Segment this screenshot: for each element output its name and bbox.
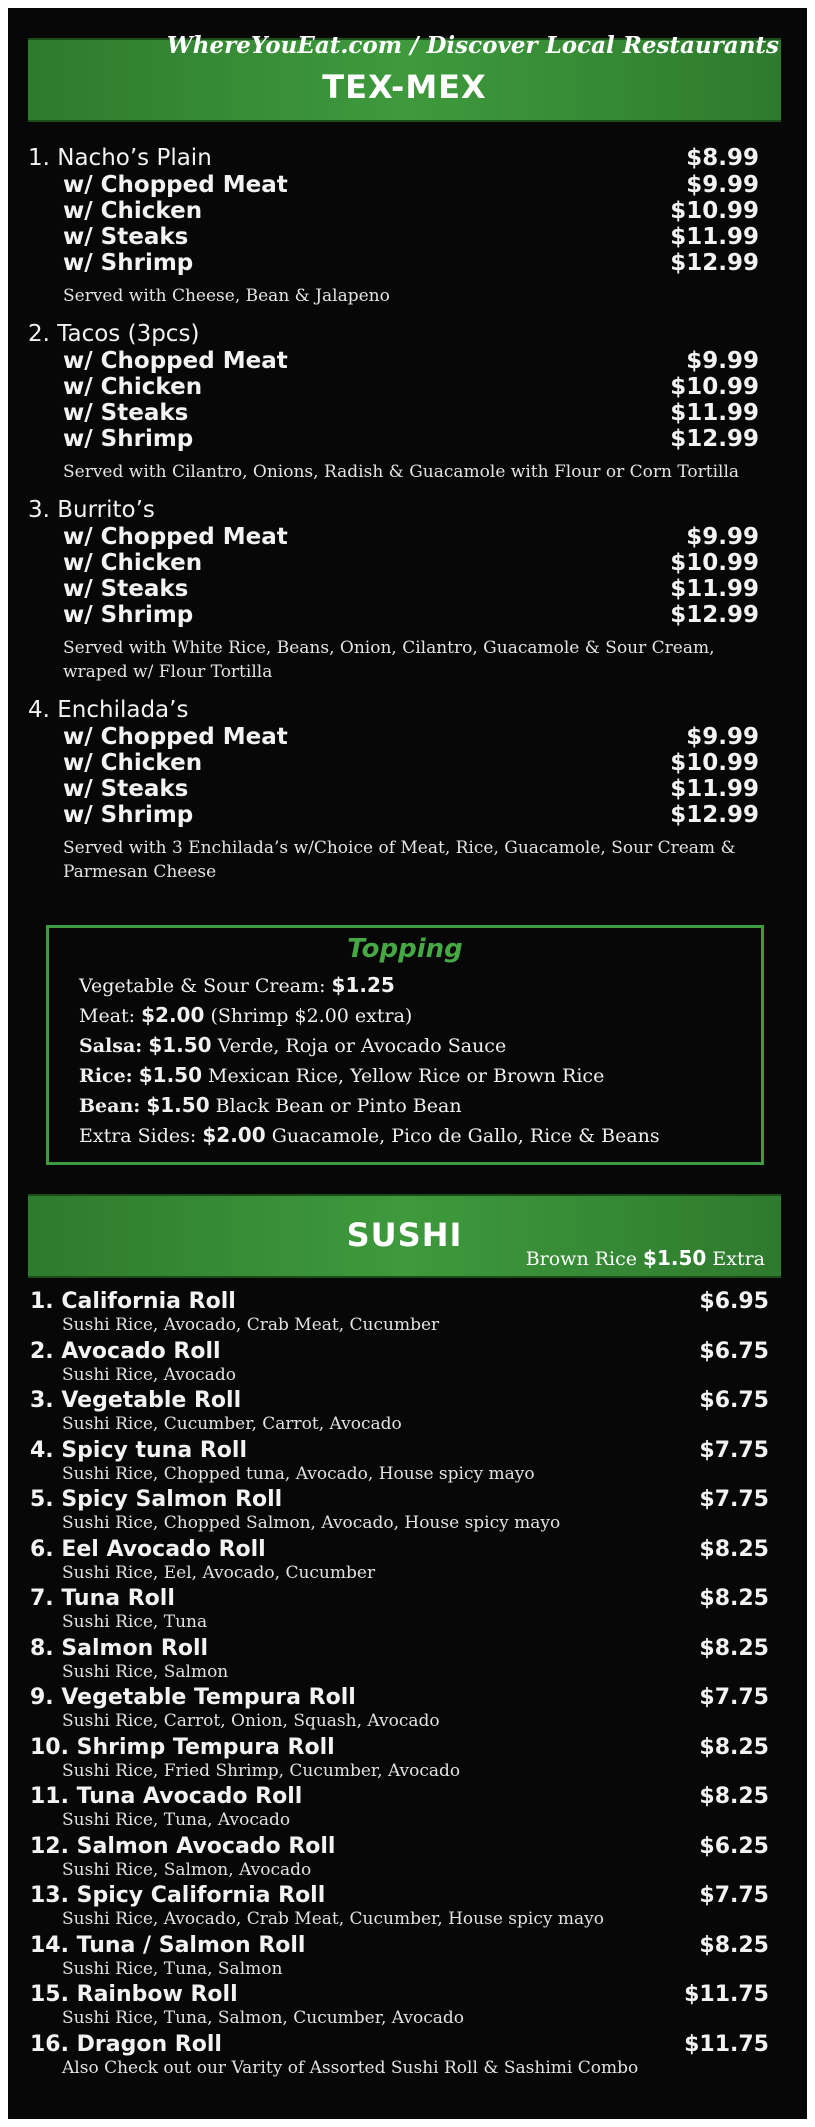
option-price: $11.99 <box>670 776 759 802</box>
option-price: $11.99 <box>670 400 759 426</box>
list-item <box>30 1735 769 1785</box>
roll-description: Sushi Rice, Avocado, Crab Meat, Cucumber, House spicy mayo <box>62 1909 604 1929</box>
sushi-title: SUSHI <box>346 1216 463 1254</box>
option-label: w/ Steaks <box>63 776 189 802</box>
list-item <box>30 1685 769 1735</box>
option-price: $10.99 <box>670 374 759 400</box>
topping-price: $1.25 <box>331 973 395 997</box>
roll-description: Sushi Rice, Tuna, Salmon <box>62 1958 283 1979</box>
topping-detail: Mexican Rice, Yellow Rice or Brown Rice <box>208 1065 605 1087</box>
topping-detail: Guacamole, Pico de Gallo, Rice & Beans <box>271 1125 660 1147</box>
roll-price: $11.75 <box>684 1982 769 2007</box>
roll-description: Sushi Rice, Chopped Salmon, Avocado, House spicy mayo <box>62 1513 561 1533</box>
list-item <box>30 1784 769 1834</box>
dish-description: Served with 3 Enchilada’s w/Choice of Meat, Rice, Guacamole, Sour Cream & Parmesan Cheese <box>63 838 736 882</box>
texmex-title: TEX-MEX <box>322 68 487 106</box>
topping-line <box>49 970 761 1000</box>
option-label: w/ Chicken <box>63 750 203 776</box>
roll-name: 6. Eel Avocado Roll <box>30 1536 266 1562</box>
list-item <box>30 1586 769 1636</box>
topping-price: $1.50 <box>148 1033 212 1057</box>
note-price: $1.50 <box>643 1246 707 1270</box>
dish-price: $8.99 <box>686 145 759 171</box>
list-item <box>30 1982 769 2032</box>
topping-label: Extra Sides: <box>79 1125 197 1147</box>
dish-option <box>28 172 759 198</box>
option-price: $10.99 <box>670 550 759 576</box>
topping-title: Topping <box>347 934 463 964</box>
option-price: $9.99 <box>686 348 759 374</box>
option-price: $9.99 <box>686 724 759 750</box>
topping-label: Vegetable & Sour Cream: <box>79 975 326 997</box>
list-item <box>30 2032 769 2082</box>
roll-price: $6.95 <box>699 1289 769 1314</box>
topping-label: Bean: <box>79 1095 141 1117</box>
topping-detail: (Shrimp $2.00 extra) <box>210 1005 413 1027</box>
option-label: w/ Shrimp <box>63 802 194 828</box>
list-item <box>30 1883 769 1933</box>
texmex-section <box>28 144 759 896</box>
list-item <box>30 1289 769 1339</box>
list-item <box>30 1438 769 1488</box>
option-label: w/ Chopped Meat <box>63 172 288 198</box>
roll-price: $11.75 <box>684 2031 769 2057</box>
dish-description: Served with White Rice, Beans, Onion, Cilantro, Guacamole & Sour Cream, wraped w/ Flour Tortilla <box>63 638 715 682</box>
option-label: w/ Chopped Meat <box>63 348 288 374</box>
option-label: w/ Shrimp <box>63 602 194 628</box>
roll-name: 3. Vegetable Roll <box>30 1388 242 1413</box>
topping-label: Salsa: <box>79 1035 143 1057</box>
roll-description: Sushi Rice, Avocado, Crab Meat, Cucumber <box>62 1315 440 1335</box>
roll-description: Sushi Rice, Chopped tuna, Avocado, House spicy mayo <box>62 1463 535 1484</box>
roll-description: Also Check out our Varity of Assorted Sushi Roll & Sashimi Combo <box>62 2057 639 2078</box>
dish-option <box>28 776 759 802</box>
topping-line <box>49 1120 761 1150</box>
option-label: w/ Steaks <box>63 576 189 602</box>
roll-description: Sushi Rice, Cucumber, Carrot, Avocado <box>62 1414 402 1434</box>
roll-description: Sushi Rice, Fried Shrimp, Cucumber, Avocado <box>62 1760 461 1781</box>
topping-detail: Black Bean or Pinto Bean <box>215 1095 462 1117</box>
dish-option <box>28 524 759 550</box>
roll-price: $7.75 <box>699 1883 769 1908</box>
option-label: w/ Chicken <box>63 374 203 400</box>
topping-box <box>46 925 764 1165</box>
option-label: w/ Shrimp <box>63 250 194 276</box>
roll-description: Sushi Rice, Tuna <box>62 1612 208 1632</box>
topping-line <box>49 1090 761 1120</box>
roll-price: $8.25 <box>699 1932 769 1958</box>
dish-option <box>28 224 759 250</box>
list-item <box>30 1487 769 1537</box>
dish-option <box>28 250 759 276</box>
dish-name: 4. Enchilada’s <box>28 697 189 723</box>
roll-name: 7. Tuna Roll <box>30 1586 175 1611</box>
roll-description: Sushi Rice, Salmon <box>62 1661 229 1682</box>
roll-name: 5. Spicy Salmon Roll <box>30 1487 283 1512</box>
option-price: $12.99 <box>670 426 759 452</box>
option-price: $11.99 <box>670 576 759 602</box>
roll-name: 10. Shrimp Tempura Roll <box>30 1734 335 1760</box>
list-item <box>30 1537 769 1587</box>
dish-enchiladas <box>28 696 759 884</box>
sushi-banner <box>28 1194 781 1278</box>
roll-price: $8.25 <box>699 1536 769 1562</box>
roll-name: 15. Rainbow Roll <box>30 1982 238 2007</box>
option-label: w/ Chicken <box>63 550 203 576</box>
roll-description: Sushi Rice, Carrot, Onion, Squash, Avocado <box>62 1711 440 1731</box>
dish-burritos <box>28 496 759 684</box>
dish-option <box>28 802 759 828</box>
topping-detail: Verde, Roja or Avocado Sauce <box>217 1035 507 1057</box>
topping-price: $1.50 <box>138 1063 202 1087</box>
list-item <box>30 1933 769 1983</box>
roll-name: 16. Dragon Roll <box>30 2031 222 2057</box>
topping-line <box>49 1060 761 1090</box>
topping-label: Meat: <box>79 1005 136 1027</box>
roll-price: $7.75 <box>699 1487 769 1512</box>
option-label: w/ Chopped Meat <box>63 524 288 550</box>
option-label: w/ Steaks <box>63 224 189 250</box>
roll-name: 1. California Roll <box>30 1289 236 1314</box>
option-label: w/ Chicken <box>63 198 203 224</box>
note-prefix: Brown Rice <box>525 1248 637 1270</box>
option-price: $11.99 <box>670 224 759 250</box>
option-price: $12.99 <box>670 802 759 828</box>
list-item <box>30 1834 769 1884</box>
roll-name: 11. Tuna Avocado Roll <box>30 1784 303 1809</box>
roll-description: Sushi Rice, Eel, Avocado, Cucumber <box>62 1562 376 1583</box>
site-watermark: WhereYouEat.com / Discover Local Restaurants <box>166 32 779 59</box>
roll-price: $8.25 <box>699 1635 769 1661</box>
option-price: $10.99 <box>670 750 759 776</box>
option-label: w/ Steaks <box>63 400 189 426</box>
dish-option <box>28 198 759 224</box>
dish-name: 2. Tacos (3pcs) <box>28 321 200 347</box>
roll-description: Sushi Rice, Avocado <box>62 1364 236 1385</box>
dish-name: 1. Nacho’s Plain <box>28 145 212 171</box>
topping-price: $2.00 <box>141 1003 205 1027</box>
list-item <box>30 1339 769 1389</box>
roll-price: $6.75 <box>699 1388 769 1413</box>
option-price: $12.99 <box>670 602 759 628</box>
option-price: $10.99 <box>670 198 759 224</box>
roll-description: Sushi Rice, Tuna, Avocado <box>62 1810 291 1830</box>
roll-name: 2. Avocado Roll <box>30 1338 221 1364</box>
roll-description: Sushi Rice, Salmon, Avocado <box>62 1859 312 1880</box>
dish-nachos <box>28 144 759 308</box>
note-suffix: Extra <box>712 1248 765 1270</box>
dish-option <box>28 426 759 452</box>
dish-option <box>28 400 759 426</box>
option-label: w/ Shrimp <box>63 426 194 452</box>
roll-price: $8.25 <box>699 1784 769 1809</box>
menu-page <box>8 8 807 2119</box>
sushi-list <box>30 1289 769 2081</box>
dish-name: 3. Burrito’s <box>28 497 155 523</box>
dish-option <box>28 576 759 602</box>
topping-price: $2.00 <box>202 1123 266 1147</box>
roll-price: $8.25 <box>699 1734 769 1760</box>
list-item <box>30 1636 769 1686</box>
brown-rice-note <box>526 1246 765 1270</box>
dish-option <box>28 550 759 576</box>
dish-option <box>28 750 759 776</box>
roll-price: $7.75 <box>699 1437 769 1463</box>
dish-tacos <box>28 320 759 484</box>
dish-option <box>28 602 759 628</box>
topping-price: $1.50 <box>146 1093 210 1117</box>
topping-line <box>49 1030 761 1060</box>
dish-description: Served with Cheese, Bean & Jalapeno <box>63 286 390 306</box>
topping-line <box>49 1000 761 1030</box>
dish-description: Served with Cilantro, Onions, Radish & Guacamole with Flour or Corn Tortilla <box>63 462 740 482</box>
roll-name: 14. Tuna / Salmon Roll <box>30 1932 306 1958</box>
option-label: w/ Chopped Meat <box>63 724 288 750</box>
roll-price: $8.25 <box>699 1586 769 1611</box>
option-price: $12.99 <box>670 250 759 276</box>
roll-name: 8. Salmon Roll <box>30 1635 209 1661</box>
roll-description: Sushi Rice, Tuna, Salmon, Cucumber, Avocado <box>62 2008 464 2028</box>
roll-price: $6.75 <box>699 1338 769 1364</box>
roll-name: 4. Spicy tuna Roll <box>30 1437 247 1463</box>
option-price: $9.99 <box>686 172 759 198</box>
topping-label: Rice: <box>79 1065 133 1087</box>
roll-name: 9. Vegetable Tempura Roll <box>30 1685 356 1710</box>
roll-name: 13. Spicy California Roll <box>30 1883 326 1908</box>
list-item <box>30 1388 769 1438</box>
roll-name: 12. Salmon Avocado Roll <box>30 1833 336 1859</box>
roll-price: $7.75 <box>699 1685 769 1710</box>
dish-option <box>28 724 759 750</box>
dish-option <box>28 348 759 374</box>
roll-price: $6.25 <box>699 1833 769 1859</box>
dish-option <box>28 374 759 400</box>
option-price: $9.99 <box>686 524 759 550</box>
